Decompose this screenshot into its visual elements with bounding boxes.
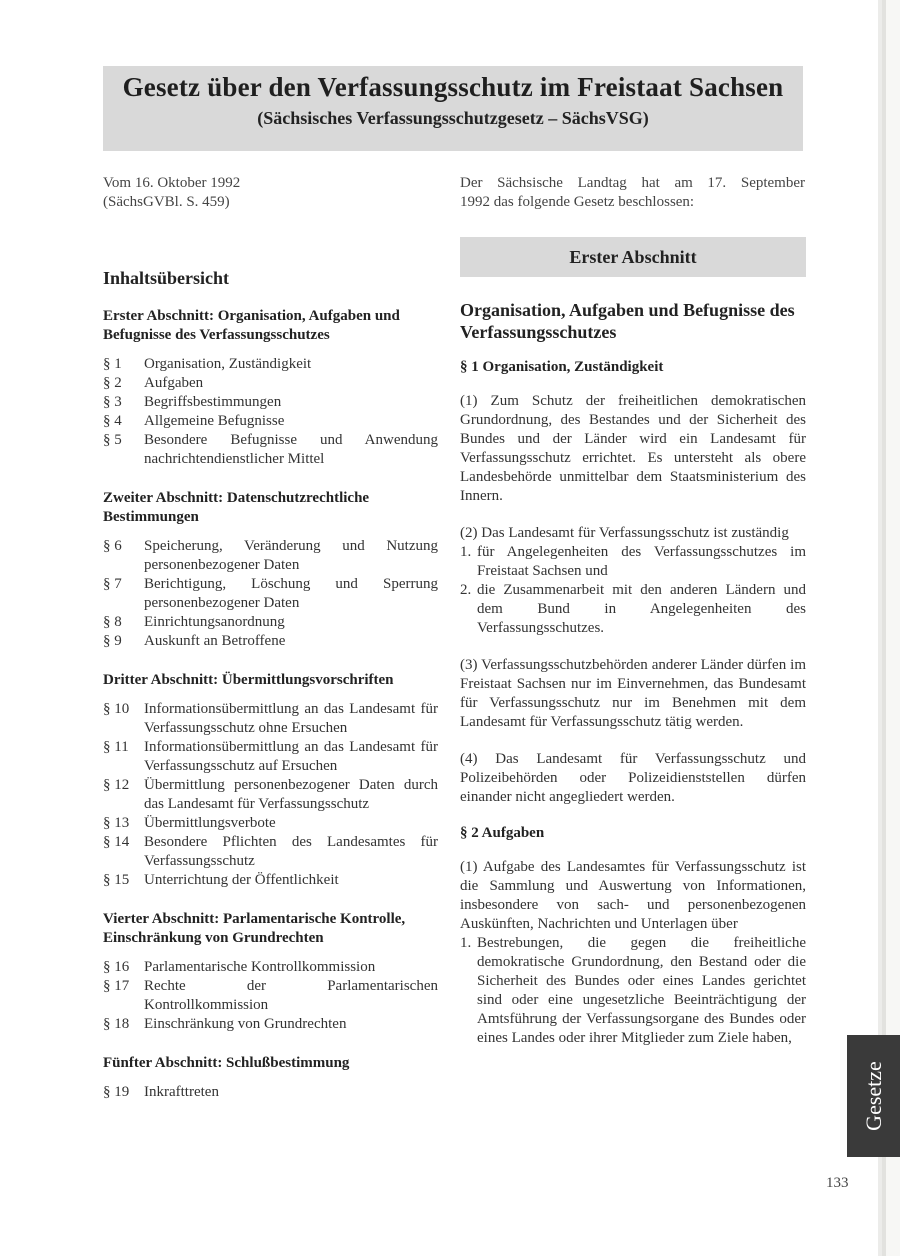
- toc-section: [103, 307, 438, 469]
- toc-section-title: Dritter Abschnitt: Übermittlungsvorschriften: [103, 672, 394, 688]
- paragraph-text: (1) Zum Schutz der freiheitlichen demokratischen Grundordnung, des Bestandes und der Sicherheit des Bundes und der Länder wird ein Landesamt für Verfassungsschutz errichtet. Es untersteht als obere Landesbehörde unmittelbar dem Staatsministerium des Innern.: [460, 393, 806, 504]
- toc-item-number: § 15: [103, 872, 130, 888]
- law-title: Gesetz über den Verfassungsschutz im Freistaat Sachsen: [122, 72, 784, 102]
- toc-item-text: Informationsübermittlung an das Landesamt für Verfassungsschutz ohne Ersuchen: [144, 701, 438, 736]
- toc-item-number: § 10: [103, 701, 130, 717]
- toc-item-text: Berichtigung, Löschung und Sperrung personenbezogener Daten: [144, 576, 438, 611]
- list-item-number: 1.: [460, 544, 472, 560]
- toc-section-title: Fünfter Abschnitt: Schlußbestimmung: [103, 1055, 350, 1071]
- promulgation-date: [103, 174, 323, 212]
- toc-item: [103, 412, 438, 431]
- toc-item-text: Übermittlung personenbezogener Daten durch das Landesamt für Verfassungsschutz: [144, 777, 438, 812]
- list-item: [460, 934, 806, 1048]
- law-body: [460, 237, 806, 1066]
- toc-item-number: § 16: [103, 959, 130, 975]
- list-item-number: 1.: [460, 935, 472, 951]
- toc-item-text: Inkrafttreten: [144, 1084, 219, 1100]
- toc-section-title: Erster Abschnitt: Organisation, Aufgaben und Befugnisse des Verfassungsschutzes: [103, 308, 400, 343]
- list-item-number: 2.: [460, 582, 472, 598]
- toc-heading: Inhaltsübersicht: [103, 268, 230, 288]
- toc-item: [103, 355, 438, 374]
- toc-item-text: Informationsübermittlung an das Landesamt für Verfassungsschutz auf Ersuchen: [144, 739, 438, 774]
- toc-item: [103, 431, 438, 469]
- paragraph-text: (3) Verfassungsschutzbehörden anderer Länder dürfen im Freistaat Sachsen nur im Einvernehmen, das Bundesamt für Verfassungsschutz nur im Benehmen mit dem Landesamt für Verfassungsschutz tätig werden.: [460, 657, 806, 730]
- toc-item: [103, 537, 438, 575]
- paragraph-block: [460, 858, 806, 1048]
- toc-item-text: Übermittlungsverbote: [144, 815, 276, 831]
- list-item: [460, 543, 806, 581]
- toc-item-number: § 19: [103, 1084, 130, 1100]
- toc-section: [103, 489, 438, 651]
- paragraph-block: [460, 524, 806, 638]
- toc-item-number: § 3: [103, 394, 122, 410]
- toc-item: [103, 632, 438, 651]
- toc-item-number: § 9: [103, 633, 122, 649]
- toc-item: [103, 1083, 438, 1102]
- toc-item-text: Parlamentarische Kontrollkommission: [144, 959, 376, 975]
- toc-item-number: § 1: [103, 356, 122, 372]
- toc-item-number: § 12: [103, 777, 130, 793]
- section-title: Organisation, Aufgaben und Befugnisse des Verfassungsschutzes: [460, 300, 795, 342]
- list-item-text: die Zusammenarbeit mit den anderen Ländern und dem Bund in Angelegenheiten des Verfassungsschutzes.: [477, 582, 806, 636]
- toc-item-number: § 4: [103, 413, 122, 429]
- paragraph-intro: (2) Das Landesamt für Verfassungsschutz ist zuständig: [460, 525, 789, 541]
- toc-item-text: Auskunft an Betroffene: [144, 633, 286, 649]
- toc-item: [103, 613, 438, 632]
- list-item: [460, 581, 806, 638]
- toc-item: [103, 977, 438, 1015]
- law-subtitle: (Sächsisches Verfassungsschutzgesetz – SächsVSG): [257, 108, 649, 128]
- toc-item: [103, 393, 438, 412]
- toc-item-text: Allgemeine Befugnisse: [144, 413, 285, 429]
- toc-item-text: Einschränkung von Grundrechten: [144, 1016, 347, 1032]
- meta-line: Der Sächsische Landtag hat am 17. September: [460, 175, 805, 191]
- paragraph-text: (4) Das Landesamt für Verfassungsschutz und Polizeibehörden oder Polizeidienststellen dürfen einander nicht angegliedert werden.: [460, 751, 806, 805]
- toc-item: [103, 833, 438, 871]
- toc-item: [103, 575, 438, 613]
- meta-line: 1992 das folgende Gesetz beschlossen:: [460, 194, 695, 210]
- list-item-text: für Angelegenheiten des Verfassungsschutzes im Freistaat Sachsen und: [477, 544, 806, 579]
- toc-item: [103, 958, 438, 977]
- toc-section-title: Vierter Abschnitt: Parlamentarische Kontrolle, Einschränkung von Grundrechten: [103, 911, 406, 946]
- toc-item: [103, 374, 438, 393]
- toc-item-number: § 11: [103, 739, 129, 755]
- toc-item-number: § 8: [103, 614, 122, 630]
- toc-section: [103, 1054, 438, 1102]
- toc-item-text: Begriffsbestimmungen: [144, 394, 282, 410]
- toc-item-text: Speicherung, Veränderung und Nutzung personenbezogener Daten: [144, 538, 438, 573]
- table-of-contents: [103, 268, 438, 1122]
- toc-item: [103, 1015, 438, 1034]
- toc-item-number: § 2: [103, 375, 122, 391]
- section-tab: [847, 1035, 900, 1157]
- paragraph-title: § 2 Aufgaben: [460, 825, 545, 841]
- toc-item-number: § 17: [103, 978, 130, 994]
- meta-line: Vom 16. Oktober 1992: [103, 175, 241, 191]
- toc-item: [103, 814, 438, 833]
- toc-item-number: § 7: [103, 576, 122, 592]
- enactment-formula: [460, 174, 805, 212]
- toc-section-title: Zweiter Abschnitt: Datenschutzrechtliche Bestimmungen: [103, 490, 370, 525]
- toc-item-text: Besondere Befugnisse und Anwendung nachrichtendienstlicher Mittel: [144, 432, 438, 467]
- toc-item-text: Rechte der Parlamentarischen Kontrollkommission: [144, 978, 438, 1013]
- toc-item-number: § 6: [103, 538, 122, 554]
- toc-item: [103, 776, 438, 814]
- toc-item-text: Aufgaben: [144, 375, 204, 391]
- toc-item: [103, 700, 438, 738]
- toc-item-number: § 13: [103, 815, 130, 831]
- toc-item: [103, 871, 438, 890]
- toc-section: [103, 671, 438, 890]
- paragraph-title: § 1 Organisation, Zuständigkeit: [460, 359, 664, 375]
- section-tab-label: Gesetze: [860, 1061, 886, 1131]
- meta-line: (SächsGVBl. S. 459): [103, 194, 230, 210]
- toc-item-text: Organisation, Zuständigkeit: [144, 356, 312, 372]
- toc-item-number: § 5: [103, 432, 122, 448]
- section-band: Erster Abschnitt: [460, 237, 806, 277]
- toc-item: [103, 738, 438, 776]
- title-band: [103, 66, 803, 151]
- toc-item-number: § 14: [103, 834, 130, 850]
- toc-item-number: § 18: [103, 1016, 130, 1032]
- toc-item-text: Besondere Pflichten des Landesamtes für Verfassungsschutz: [144, 834, 438, 869]
- page-number: 133: [826, 1175, 849, 1191]
- toc-section: [103, 910, 438, 1034]
- paragraph-intro: (1) Aufgabe des Landesamtes für Verfassungsschutz ist die Sammlung und Auswertung von Informationen, insbesondere von sach- und personenbezogenen Auskünften, Nachrichten und Unterlagen über: [460, 859, 806, 932]
- list-item-text: Bestrebungen, die gegen die freiheitliche demokratische Grundordnung, den Bestand oder die Sicherheit des Bundes oder eines Landes gerichtet sind oder eine ungesetzliche Beeinträchtigung der Amtsführung der Verfassungsorgane des Bundes oder eines Landes oder ihrer Mitglieder zum Ziele haben,: [477, 935, 806, 1046]
- toc-item-text: Unterrichtung der Öffentlichkeit: [144, 872, 339, 888]
- toc-item-text: Einrichtungsanordnung: [144, 614, 285, 630]
